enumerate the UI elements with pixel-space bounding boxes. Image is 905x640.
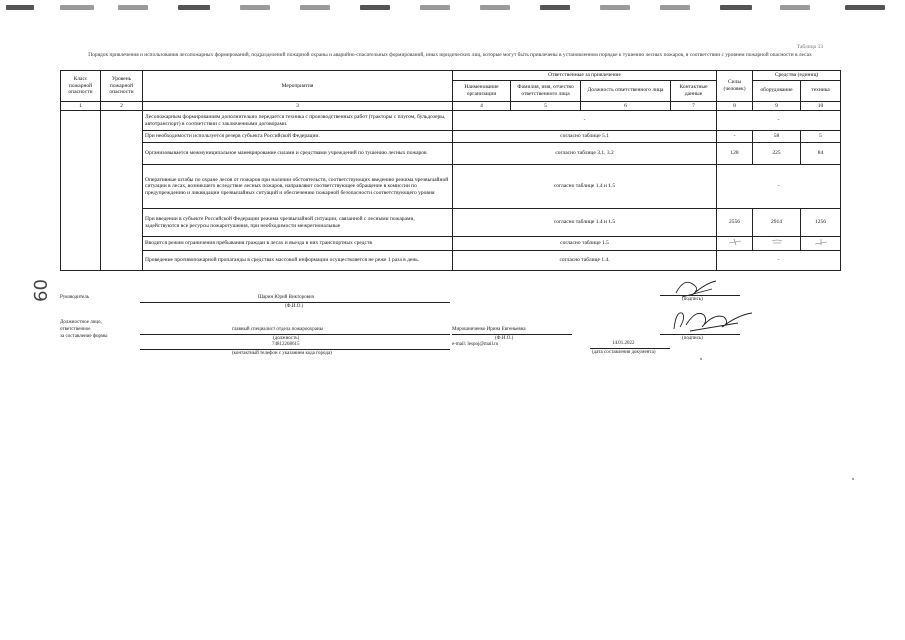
col-number: 8 [717,101,753,111]
forces-cell [717,237,753,251]
scan-speck [852,478,854,480]
doc-date: 14.01.2022 [612,341,635,346]
equipment-cell: 58 [753,131,801,143]
measure-cell: Вводится режим ограничения пребывания граждан в лесах и въезда в них транспортных средств [143,237,453,251]
header-forces: Силы (человек) [717,71,753,102]
table-row [61,250,841,270]
forces-cell: - [717,131,753,143]
measure-cell: Лесопожарным формированиям дополнительно передается техника с производственных работ (тракторы с плугом, бульдозеры, автотранспорт) в соответствии с заключенными договорами. [143,111,453,131]
resp-label-2: ответственное [60,327,91,332]
col-number: 6 [581,101,671,111]
level-cell [101,111,143,271]
header-responsible: Ответственные за привлечение [453,71,717,81]
head-signature-icon [672,275,722,299]
measure-cell: Организовывается межмуниципальное маневрирование силами и средствами учреждений по тушению лесных пожаров [143,143,453,165]
responsible-cell: согласно таблице 5.1 [453,131,717,143]
col-number: 1 [61,101,101,111]
table-caption: Порядок привлечения и использования лесопожарных формирований, подразделений пожарной охраны и аварийно-спасательных формирований, иных юридических лиц, которые могут быть привлечены в установленном порядке к тушению лесных пожаров, в соответствии с уровнем пожарной опасности в лесах [88,52,812,58]
means-cell: - [717,111,841,131]
resp-sign-hint: (подпись) [682,336,703,341]
date-line [590,348,670,349]
head-label: Руководитель [60,295,90,300]
resp-position: главный специалист отдела пожароохраны [232,327,324,332]
equipment-cell: 225 [753,143,801,165]
header-org: Наименование организации [453,80,511,101]
responsible-cell: согласно таблице 1.5 [453,237,717,251]
head-name: Шарин Юрий Викторович [258,295,315,300]
responsible-cell: - [453,111,717,131]
header-class: Класс пожарной опасности [61,71,101,102]
header-measures: Мероприятия [143,71,453,102]
scan-speck [700,358,702,360]
vehicles-cell: 5 [801,131,841,143]
head-sign-hint: (подпись) [682,297,703,302]
table-row [61,209,841,237]
col-number: 3 [143,101,453,111]
table-row [61,131,841,143]
resp-label-1: Должностное лицо, [60,320,102,325]
vehicles-cell: 84 [801,143,841,165]
responsible-cell: согласно таблице 1.4 и 1.5 [453,209,717,237]
header-vehicles: техника [801,80,841,101]
table-row [61,237,841,251]
col-number: 4 [453,101,511,111]
header-position: Должность ответственного лица [581,80,671,101]
handwritten-mark-icon [728,238,742,246]
handwritten-mark-icon [814,238,828,246]
head-fio-hint: (Ф.И.О.) [285,304,304,309]
top-edge-marks [0,2,905,14]
resp-phone-line [140,349,450,350]
measure-cell: Проведение противопожарной пропаганды в средствах массовой информации осуществляется не реже 1 раза в день. [143,250,453,270]
measure-cell: При необходимости используется резерв субъекта Российской Федерации. [143,131,453,143]
measure-cell: Оперативные штабы по охране лесов от пожаров при наличии обстоятельств, соответствующих введению режима чрезвычайной ситуации в лесах, возникшего вследствие лесных пожаров, направляют соответствующее обращение в комиссии по предупреждению и ликвидации чрезвычайных ситуаций и обеспечению пожарной безопасности соответствующего уровня [143,165,453,209]
header-level: Уровень пожарной опасности [101,71,143,102]
resp-phone: 74812268615 [272,342,300,347]
means-cell: - [717,250,841,270]
col-number: 9 [753,101,801,111]
date-hint: (дата составления документа) [592,350,656,355]
resp-name: Мирошниченко Ирина Евгеньевна [452,327,526,332]
vehicles-cell: 1256 [801,209,841,237]
table-row [61,111,841,131]
margin-page-number: 09 [28,279,50,302]
resp-name-line [452,334,572,335]
col-number: 7 [671,101,717,111]
col-number: 5 [511,101,581,111]
equipment-cell [753,237,801,251]
head-name-line [140,302,450,303]
resp-position-line [140,334,450,335]
header-means: Средства (единиц) [753,71,841,81]
table-number: Таблица 33 [796,44,823,50]
forces-cell: 2556 [717,209,753,237]
forces-cell: 128 [717,143,753,165]
equipment-cell: 2914 [753,209,801,237]
vehicles-cell [801,237,841,251]
resp-signature-icon [668,305,758,335]
header-contacts: Контактные данные [671,80,717,101]
handwritten-mark-icon [770,238,784,246]
resp-phone-hint: (контактный телефон с указанием кода города) [232,351,332,356]
class-cell [61,111,101,271]
table-row [61,143,841,165]
measures-table [60,70,841,271]
table-row [61,165,841,209]
measure-cell: При введении в субъекте Российской Федерации режима чрезвычайной ситуации, связанной с лесными пожарами, задействуются все ресурсы пожаротушения, при необходимости межрегиональные [143,209,453,237]
col-number: 2 [101,101,143,111]
resp-position-hint: (должность) [273,336,300,341]
responsible-cell: согласно таблице 3.1, 3.2 [453,143,717,165]
resp-label-3: за составление формы [60,334,108,339]
responsible-cell: согласно таблице 1.4. [453,250,717,270]
header-fio: Фамилия, имя, отчество ответственного лица [511,80,581,101]
column-numbers-row [61,101,841,111]
responsible-cell: согласно таблице 1.4 и 1.5 [453,165,717,209]
col-number: 10 [801,101,841,111]
resp-email: e-mail: lespoj@mail.ru [452,342,499,347]
resp-fio-hint: (Ф.И.О.) [495,336,514,341]
means-cell: - [717,165,841,209]
header-equipment: оборудование [753,80,801,101]
